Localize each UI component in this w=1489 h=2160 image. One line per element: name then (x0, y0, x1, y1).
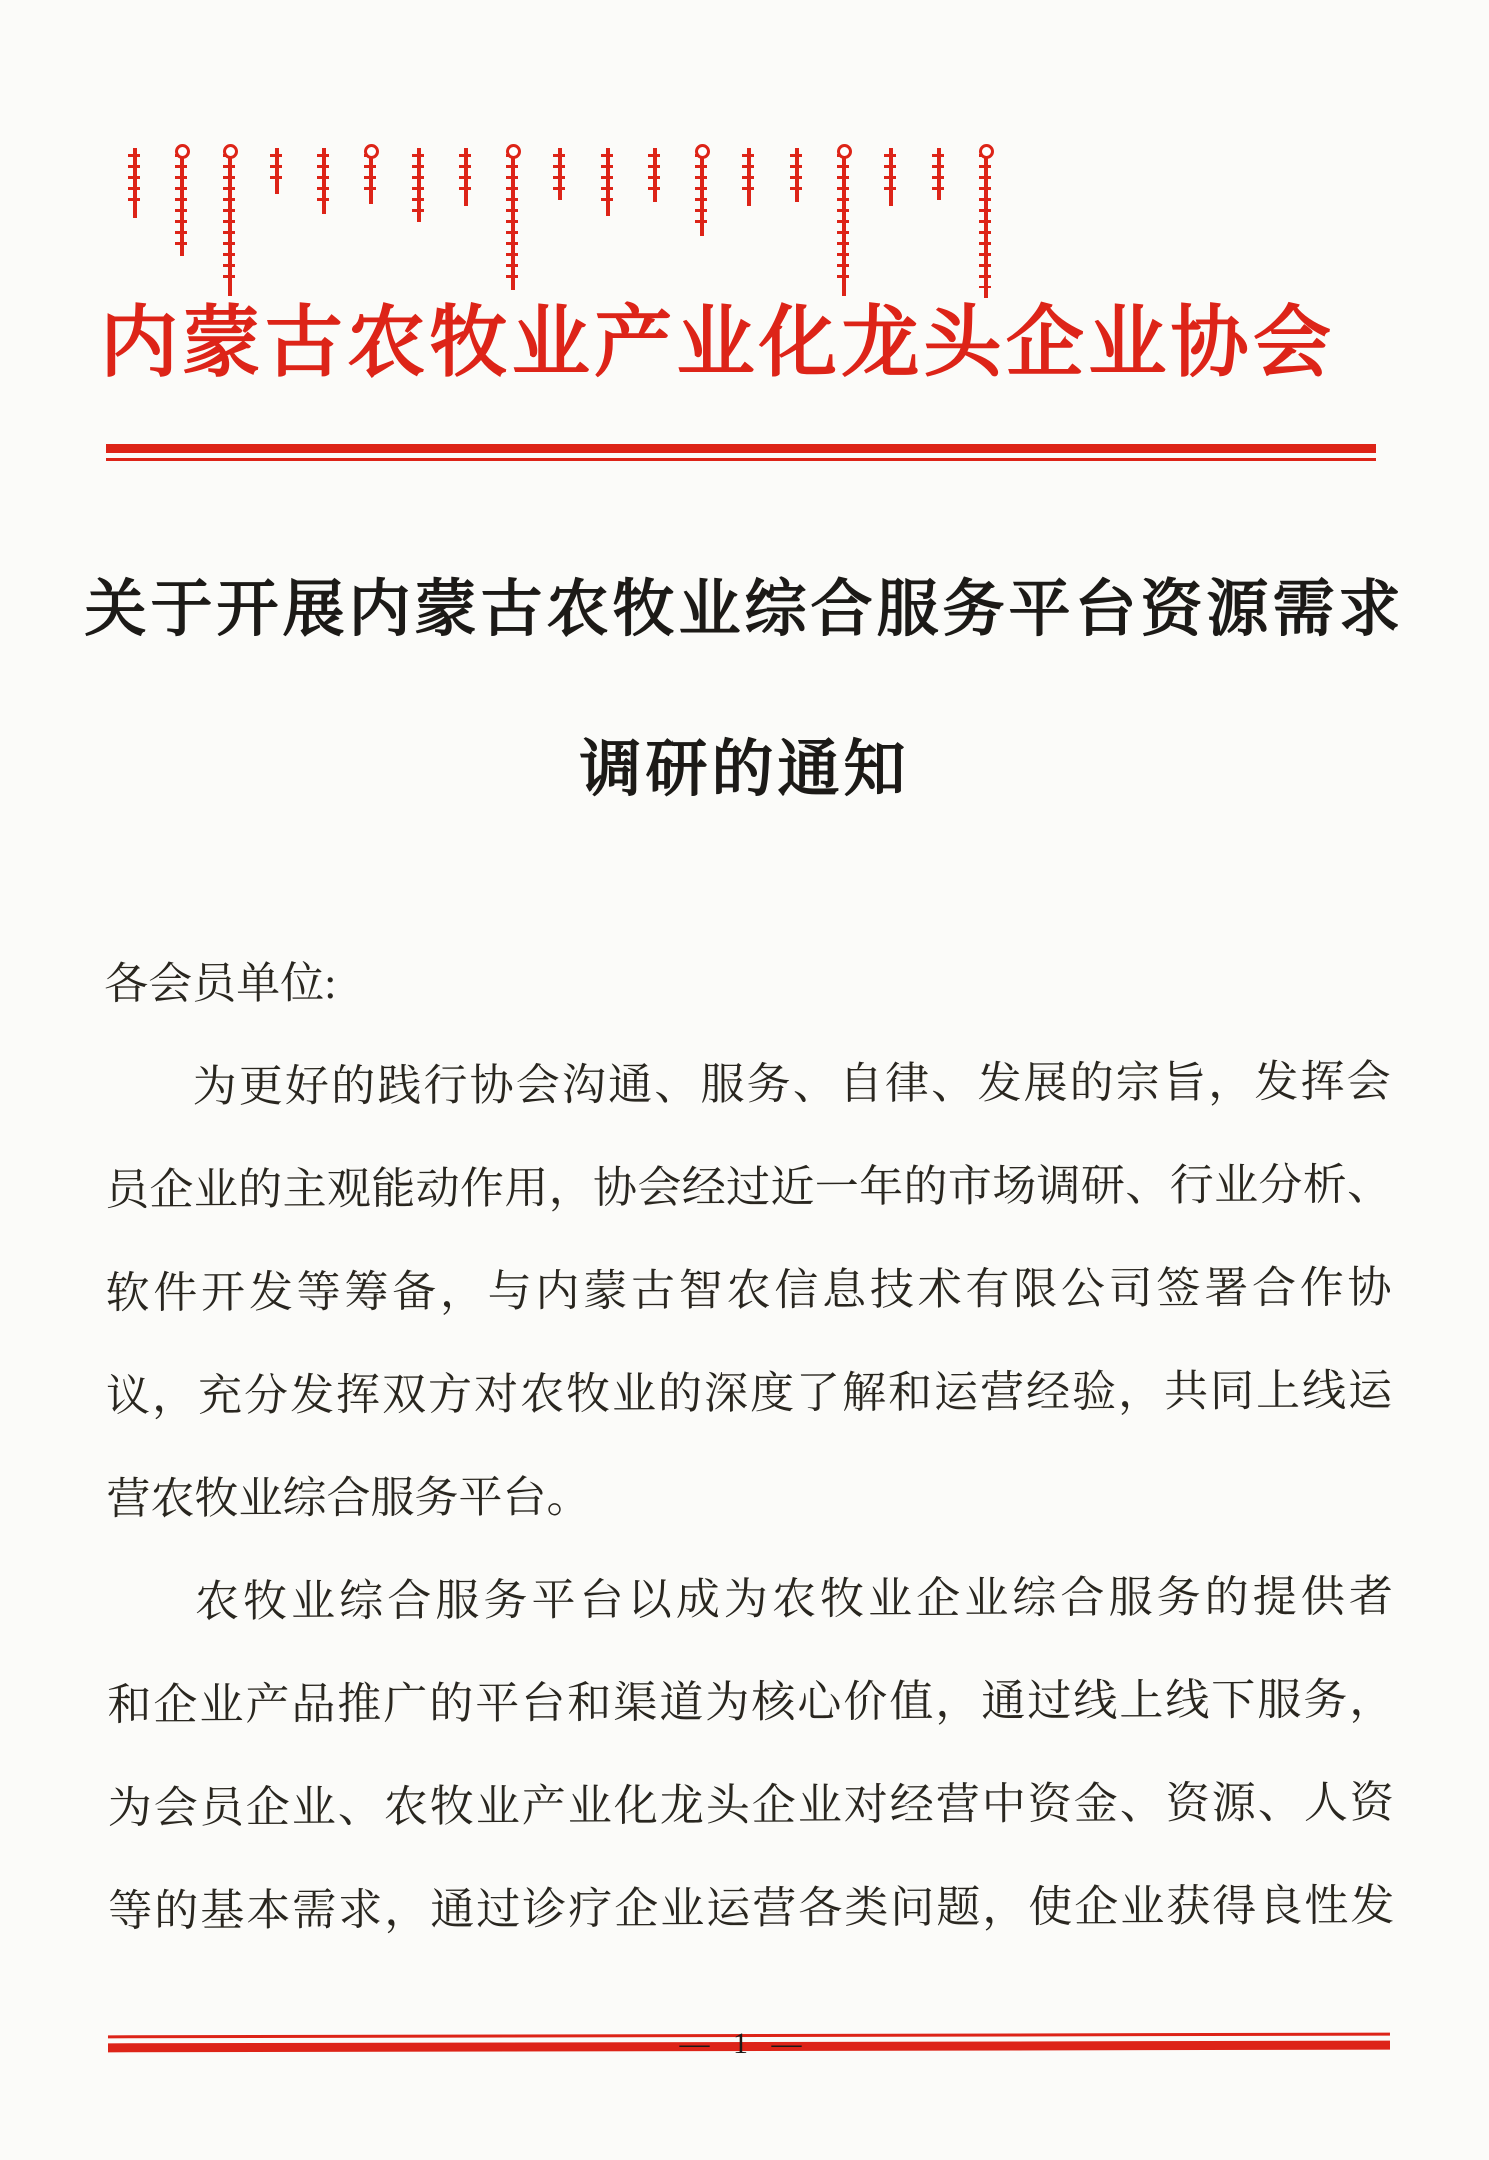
body-line: 员企业的主观能动作用，协会经过近一年的市场调研、行业分析、 (105, 1160, 1392, 1215)
mongolian-glyph (364, 148, 377, 204)
mongolian-glyph-loop (364, 144, 379, 159)
document-body (104, 927, 1394, 1963)
mongolian-glyph (601, 148, 614, 216)
body-line: 农牧业综合服务平台以成为农牧业企业综合服务的提供者 (194, 1572, 1394, 1627)
mongolian-glyph (742, 148, 755, 206)
body-line: 为会员企业、农牧业产业化龙头企业对经营中资金、资源、人资 (107, 1778, 1394, 1833)
body-line: 营农牧业综合服务平台。 (106, 1472, 591, 1524)
mongolian-glyph-loop (506, 144, 521, 159)
document-title-line2: 调研的通知 (579, 736, 910, 804)
salutation: 各会员单位: (104, 958, 337, 1009)
paragraphs (104, 1030, 1394, 1963)
mongolian-glyph (412, 148, 425, 222)
mongolian-glyph (270, 148, 283, 194)
mongolian-glyph (790, 148, 803, 202)
mongolian-glyph (223, 148, 236, 296)
mongolian-glyph-loop (979, 144, 994, 159)
mongolian-glyph (128, 148, 141, 218)
mongolian-glyph (695, 148, 708, 236)
page-number: — 1 — (679, 2027, 810, 2060)
mongolian-glyph (506, 148, 519, 290)
mongolian-glyph-loop (837, 144, 852, 159)
header-rule-thin (106, 458, 1376, 461)
mongolian-glyph (459, 148, 472, 206)
mongolian-glyph (317, 148, 330, 214)
mongolian-glyph-loop (695, 144, 710, 159)
document-title (0, 530, 1489, 850)
body-line: 和企业产品推广的平台和渠道为核心价值，通过线上线下服务， (107, 1675, 1394, 1730)
document-title-line1: 关于开展内蒙古农牧业综合服务平台资源需求 (84, 576, 1405, 644)
body-line: 为更好的践行协会沟通、服务、自律、发展的宗旨，发挥会 (192, 1057, 1391, 1112)
mongolian-glyph (932, 148, 945, 200)
mongolian-glyph-loop (223, 144, 238, 159)
header-rule-thick (106, 444, 1376, 453)
body-line: 等的基本需求，通过诊疗企业运营各类问题，使企业获得良性发 (108, 1881, 1395, 1936)
mongolian-script (128, 148, 992, 298)
mongolian-glyph (175, 148, 188, 256)
mongolian-glyph (884, 148, 897, 206)
body-line: 软件开发等筹备，与内蒙古智农信息技术有限公司签署合作协 (105, 1263, 1392, 1318)
mongolian-glyph (837, 148, 850, 296)
header-rule (106, 444, 1376, 461)
mongolian-glyph (648, 148, 661, 202)
mongolian-glyph (553, 148, 566, 200)
organization-title: 内蒙古农牧业产业化龙头企业协会 (100, 299, 1332, 386)
mongolian-glyph (979, 148, 992, 298)
mongolian-glyph-loop (175, 144, 190, 159)
body-line: 议，充分发挥双方对农牧业的深度了解和运营经验，共同上线运 (105, 1366, 1393, 1421)
